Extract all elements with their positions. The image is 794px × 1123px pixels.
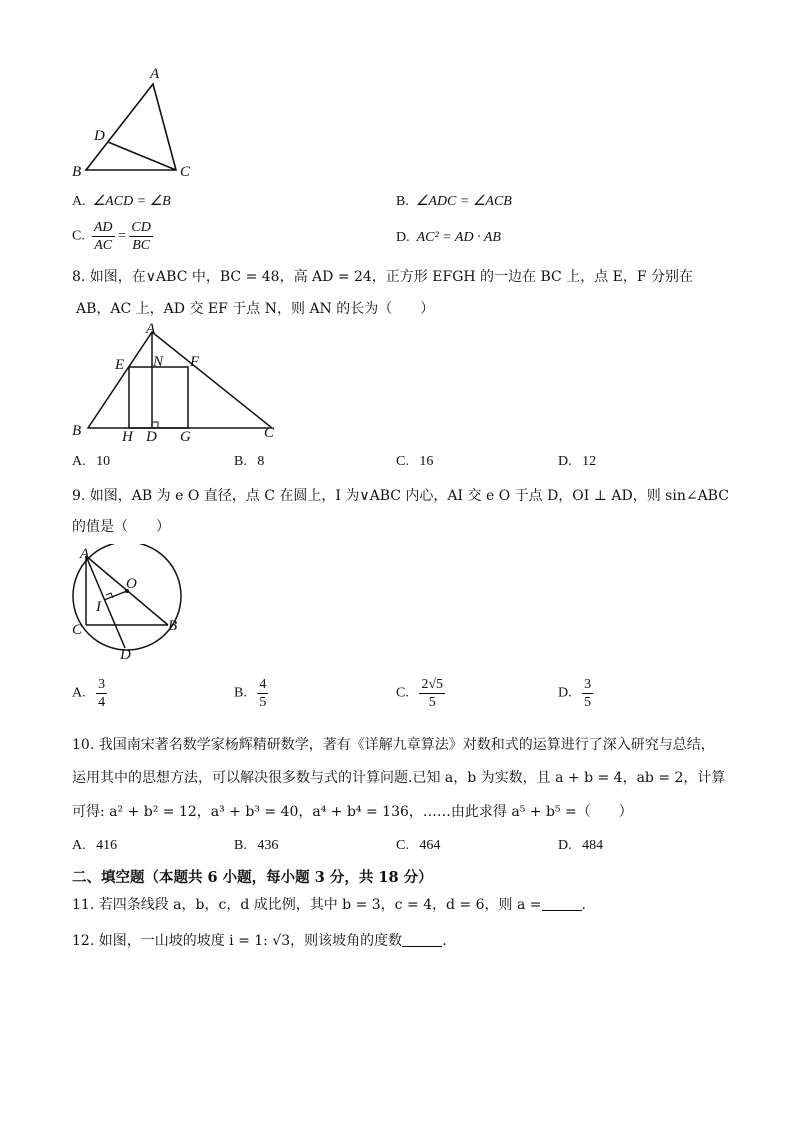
label-c: C [180, 164, 191, 180]
numerator: 3 [584, 677, 592, 692]
q9-option-d [558, 676, 593, 711]
numerator: 3 [98, 677, 106, 692]
circle-o [73, 544, 181, 650]
option-label: B. [234, 454, 247, 469]
numerator: 4 [259, 677, 267, 692]
q9-option-a [72, 676, 107, 711]
option-text: AC² = AD · AB [416, 230, 501, 245]
label-n: N [153, 354, 164, 370]
option-label: B. [396, 194, 409, 209]
q11-text: 11. 若四条线段 a，b，c，d 成比例，其中 b = 3，c = 4，d = 6，则 a = [72, 897, 542, 913]
option-text: 8 [257, 454, 265, 469]
option-label: C. [396, 685, 409, 701]
answer-blank[interactable] [542, 896, 582, 911]
label-c: C [72, 622, 83, 638]
q12-text: 12. 如图，一山坡的坡度 i = 1: √3，则该坡角的度数 [72, 933, 403, 949]
q9-circle-figure [62, 544, 192, 664]
option-label: D. [558, 454, 572, 469]
fraction-ad-ac [92, 219, 115, 254]
denominator: 5 [584, 695, 592, 710]
q10-option-b [234, 838, 278, 854]
square-efgh [129, 367, 188, 428]
label-b: B [72, 164, 82, 180]
q11-tail: . [581, 897, 586, 913]
fraction [419, 676, 445, 711]
triangle-abc [86, 84, 176, 170]
numerator: CD [131, 220, 151, 235]
option-label: C. [396, 838, 409, 853]
denominator: 5 [428, 695, 436, 710]
numerator: AD [93, 220, 113, 235]
option-label: A. [72, 454, 86, 469]
q7-option-a [72, 193, 171, 210]
option-text: ∠ACD = ∠B [92, 194, 171, 209]
label-h: H [122, 429, 133, 445]
q10-option-d [558, 838, 603, 854]
option-label: D. [558, 685, 572, 701]
label-o: O [126, 576, 137, 592]
segment-ad [86, 556, 125, 648]
option-label: A. [72, 194, 86, 209]
fraction [582, 676, 593, 711]
option-text: 10 [96, 454, 111, 469]
option-text: 12 [582, 454, 597, 469]
q8-stem-line1: 8. 如图，在∨ABC 中，BC = 48，高 AD = 24，正方形 EFGH 的一边在 BC 上，点 E，F 分别在 [72, 269, 694, 285]
q7-option-c [72, 219, 153, 254]
q8-option-b [234, 454, 264, 470]
answer-blank[interactable] [402, 932, 442, 947]
option-label: C. [72, 228, 85, 244]
q9-option-b [234, 676, 268, 711]
option-text: 416 [96, 838, 118, 853]
label-a: A [80, 546, 90, 562]
label-a: A [150, 66, 160, 82]
q9-stem-line1: 9. 如图，AB 为 e O 直径，点 C 在圆上，I 为∨ABC 内心，AI 交 e O 于点 D，OI ⊥ AD，则 sin∠ABC [72, 488, 729, 504]
segment-dc [108, 142, 176, 170]
denominator: BC [132, 238, 151, 253]
q7-option-b [396, 193, 512, 210]
label-d: D [120, 647, 131, 663]
option-text: ∠ADC = ∠ACB [415, 194, 512, 209]
label-d: D [94, 128, 105, 144]
option-label: D. [396, 230, 410, 245]
q11-question [72, 894, 586, 914]
q8-option-a [72, 454, 110, 470]
denominator: AC [94, 238, 113, 253]
option-label: D. [558, 838, 572, 853]
q10-stem-line1: 10. 我国南宋著名数学家杨辉精研数学，著有《详解九章算法》对数和式的运算进行了深入研究与总结， [72, 737, 715, 753]
option-text: 464 [419, 838, 441, 853]
q12-question [72, 930, 447, 950]
q9-option-c [396, 676, 445, 711]
option-text: 16 [419, 454, 434, 469]
label-d: D [146, 429, 157, 445]
triangle-abc [88, 332, 272, 428]
fraction [257, 676, 268, 711]
fraction-cd-bc [129, 219, 152, 254]
q7-triangle-figure [66, 62, 206, 182]
q8-option-d [558, 454, 596, 470]
q10-stem-line2: 运用其中的思想方法，可以解决很多数与式的计算问题.已知 a，b 为实数，且 a + b = 4，ab = 2，计算 [72, 770, 726, 786]
q8-triangle-square-figure [66, 320, 290, 448]
label-b: B [72, 423, 82, 439]
q10-option-a [72, 838, 117, 854]
label-g: G [180, 429, 191, 445]
option-label: B. [234, 838, 247, 853]
option-label: A. [72, 838, 86, 853]
fraction [96, 676, 107, 711]
q9-stem-line2: 的值是（ ） [72, 519, 170, 535]
label-f: F [190, 354, 200, 370]
option-text: 436 [257, 838, 279, 853]
denominator: 5 [259, 695, 267, 710]
equals-sign: = [118, 228, 126, 244]
option-label: B. [234, 685, 247, 701]
q10-option-c [396, 838, 440, 854]
label-e: E [115, 357, 125, 373]
denominator: 4 [98, 695, 106, 710]
option-text: 484 [582, 838, 604, 853]
label-b: B [168, 618, 178, 634]
q8-option-c [396, 454, 433, 470]
right-angle-mark [152, 422, 158, 428]
segment-oi [104, 591, 127, 600]
numerator: 2√5 [421, 677, 444, 692]
section-title: 二、填空题（本题共 6 小题，每小题 3 分，共 18 分） [72, 869, 433, 886]
q10-stem-line3: 可得: a² + b² = 12，a³ + b³ = 40，a⁴ + b⁴ = 136，……由此求得 a⁵ + b⁵ =（ ） [72, 804, 633, 820]
label-a: A [146, 321, 156, 337]
q8-stem-line2: AB，AC 上，AD 交 EF 于点 N，则 AN 的长为（ ） [76, 301, 435, 317]
label-c: C [264, 425, 275, 441]
q7-option-d [396, 230, 501, 246]
q12-tail: . [442, 933, 447, 949]
label-i: I [96, 599, 101, 615]
option-label: C. [396, 454, 409, 469]
option-label: A. [72, 685, 86, 701]
